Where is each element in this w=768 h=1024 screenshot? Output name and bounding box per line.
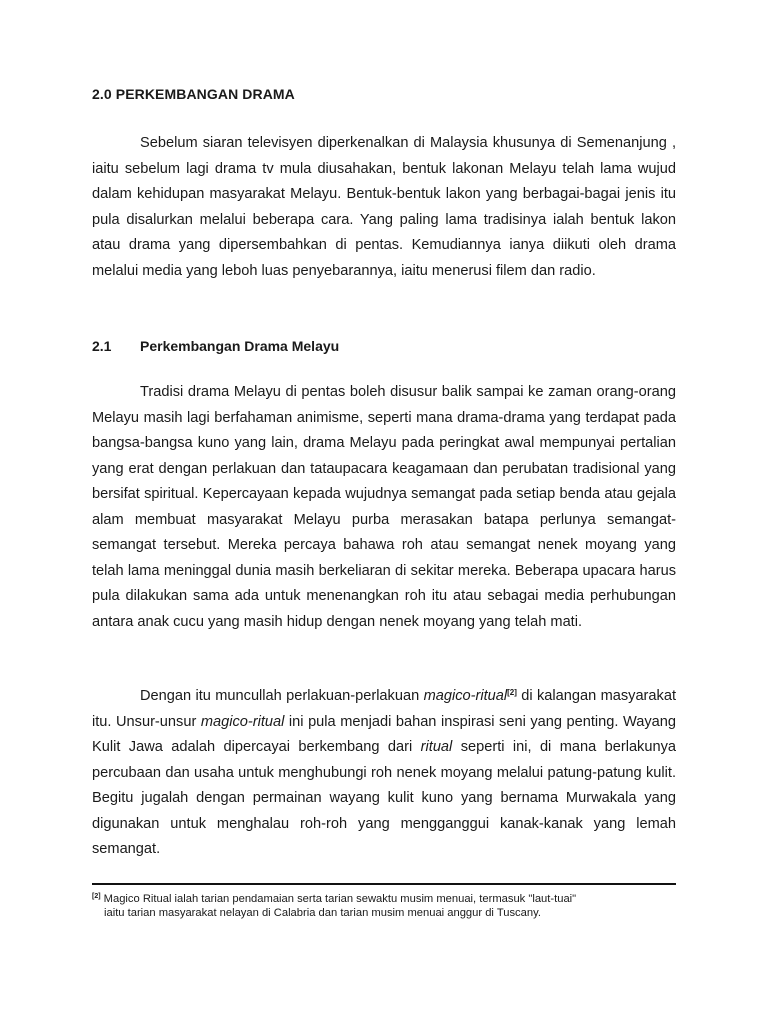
footnote-divider — [92, 883, 676, 885]
text-run: di kalangan masyarakat itu. Unsur-unsur — [92, 688, 677, 730]
paragraph-intro — [92, 131, 676, 284]
text-run: Dengan itu muncullah perlakuan-perlakuan — [140, 688, 424, 704]
text-run: seperti ini, di mana berlakunya percubaan dan usaha untuk menghubungi roh nenek moyang melalui patung-patung kulit. Begitu jugalah dengan permainan wayang kulit kuno yang bernama Murwakala yang digunakan untuk menghalau roh-roh yang mengganggui kanak-kanak yang lemah semangat. — [92, 739, 676, 857]
paragraph-intro-text: Sebelum siaran televisyen diperkenalkan di Malaysia khusunya di Semenanjung , iaitu sebelum lagi drama tv mula diusahakan, bentuk lakonan Melayu telah lama wujud dalam kehidupan masyarakat Melayu. Bentuk-bentuk lakon yang berbagai-bagai jenis itu pula disalurkan melalui beberapa cara. Yang paling lama tradisinya ialah bentuk lakon atau drama yang dipersembahkan di pentas. Kemudiannya ianya diikuti oleh drama melalui media yang leboh luas penyebarannya, iaitu menerusi filem dan radio. — [92, 135, 676, 279]
paragraph-tradition — [92, 380, 676, 635]
footnote-reference[interactable]: [2] — [507, 688, 517, 697]
footnote-marker: [2] — [92, 893, 101, 900]
subsection-heading — [92, 338, 339, 354]
italic-term: magico-ritual — [200, 713, 285, 730]
italic-term: ritual — [420, 739, 453, 755]
footnote — [92, 893, 676, 921]
subsection-title: Perkembangan Drama Melayu — [140, 338, 340, 354]
subsection-number: 2.1 — [92, 338, 112, 354]
text-run: ini pula menjadi bahan inspirasi seni yang penting. Wayang Kulit Jawa adalah dipercayai berkembang dari — [92, 713, 676, 755]
section-heading: 2.0 PERKEMBANGAN DRAMA — [92, 86, 295, 102]
paragraph-magico-ritual — [92, 684, 676, 863]
italic-term: magico-ritual — [423, 688, 508, 704]
footnote-line-2: iaitu tarian masyarakat nelayan di Calabria dan tarian musim menuai anggur di Tuscany. — [104, 906, 541, 919]
paragraph-tradition-text: Tradisi drama Melayu di pentas boleh disusur balik sampai ke zaman orang-orang Melayu masih lagi berfahaman animisme, seperti mana drama-drama yang terdapat pada bangsa-bangsa kuno yang lain, drama Melayu pada peringkat awal mempunyai pertalian yang erat dengan perlakuan dan tataupacara keagamaan dan perubatan tradisional yang bersifat spiritual. Kepercayaan kepada wujudnya semangat pada setiap benda atau gejala alam membuat masyarakat Melayu purba merasakan batapa perlunya semangat-semangat tersebut. Mereka percaya bahawa roh atau semangat nenek moyang yang telah lama meninggal dunia masih berkeliaran di sekitar mereka. Beberapa upacara harus pula dilakukan sama ada untuk menenangkan roh itu atau sebagai media perhubungan antara anak cucu yang masih hidup dengan nenek moyang yang telah mati. — [92, 384, 676, 630]
footnote-line-1: Magico Ritual ialah tarian pendamaian serta tarian sewaktu musim menuai, termasuk "laut-tuai" — [100, 893, 577, 905]
